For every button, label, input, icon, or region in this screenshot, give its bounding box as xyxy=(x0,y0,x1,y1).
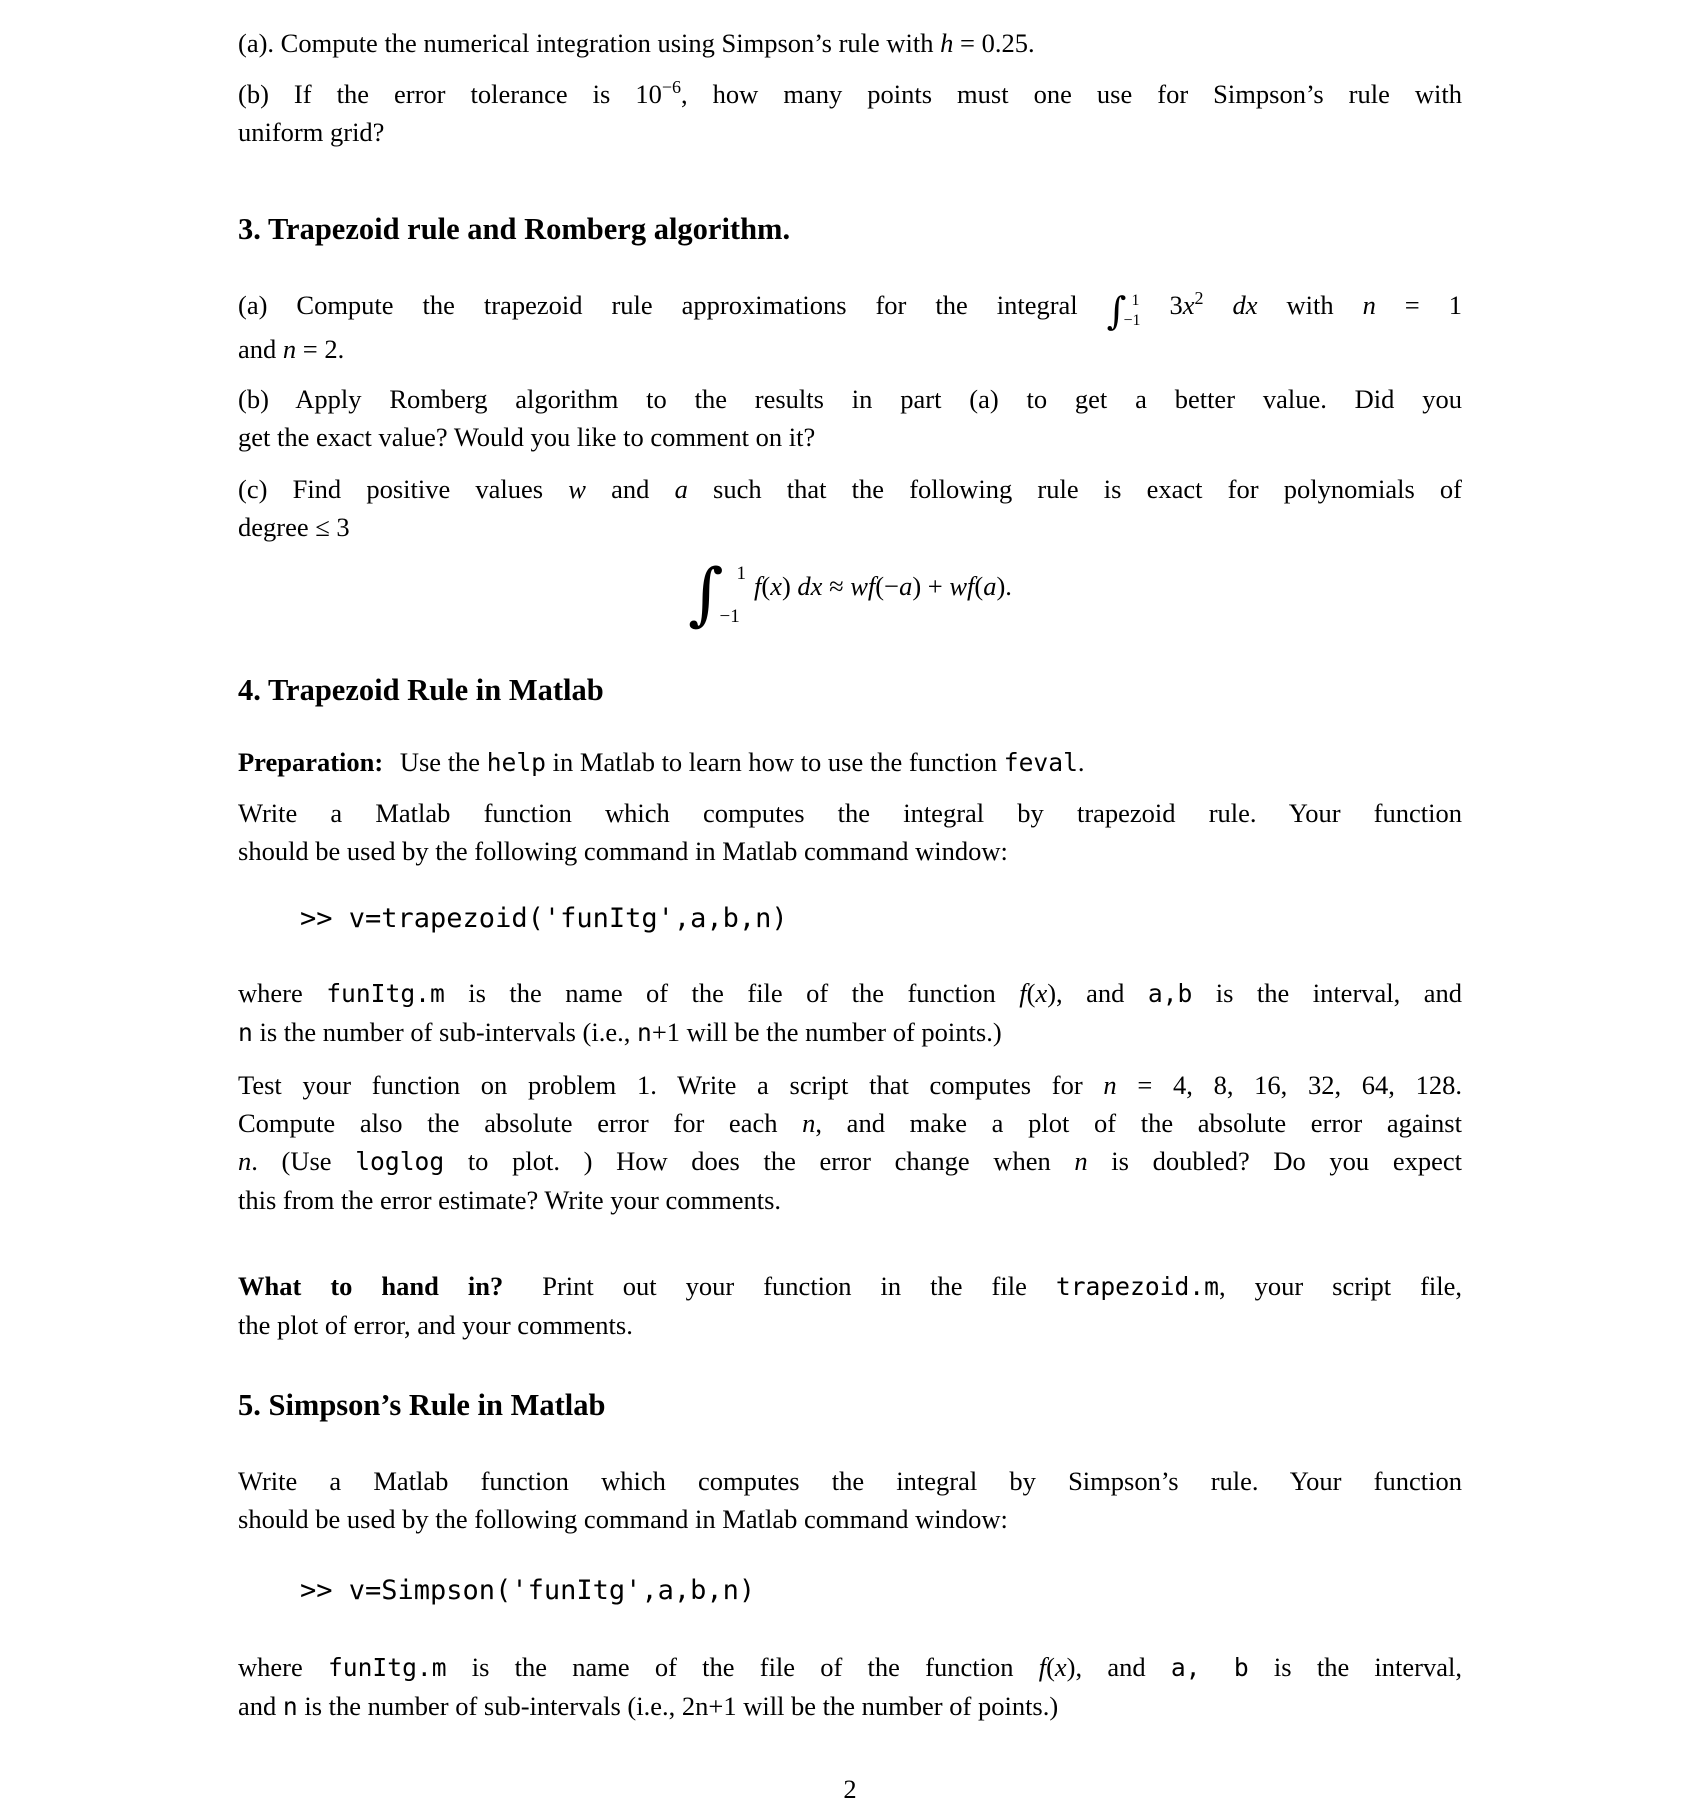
text-segment: in Matlab to learn how to use the function xyxy=(546,746,1004,777)
text-segment: (a). Compute the numerical integration using Simpson’s rule with xyxy=(238,28,941,58)
para-write-simpson xyxy=(238,1462,1462,1538)
heading-section-5: 5. Simpson’s Rule in Matlab xyxy=(238,1387,606,1422)
text-segment: f xyxy=(1019,977,1027,1008)
text-segment: −6 xyxy=(661,77,682,97)
text-segment: wf xyxy=(949,570,975,601)
text-segment: n xyxy=(1074,1145,1088,1176)
text-segment: uniform grid? xyxy=(238,116,385,147)
text-segment: n xyxy=(802,1107,816,1138)
text-segment: ) xyxy=(781,570,798,601)
text-segment: 3 xyxy=(1140,289,1183,320)
display-equation xyxy=(238,546,1462,634)
text-segment: . xyxy=(1077,746,1085,777)
text-segment: where xyxy=(238,977,327,1008)
text-segment: ). xyxy=(996,570,1012,601)
text-segment: and xyxy=(585,473,675,504)
text-segment: Preparation: xyxy=(238,746,384,777)
text-segment: ), and xyxy=(1047,977,1148,1008)
para-where-funitg-trapezoid xyxy=(238,974,1462,1052)
text-segment: x xyxy=(770,570,782,601)
integral-symbol: ∫ 1 −1 xyxy=(1106,288,1141,333)
text-segment: = 0.25. xyxy=(953,28,1035,58)
text-segment: funItg.m xyxy=(326,978,445,1008)
text-segment: to plot. ) How does the error change when xyxy=(444,1145,1075,1176)
text-segment: ( xyxy=(761,570,771,601)
text-segment: loglog xyxy=(355,1146,445,1176)
para-trapezoid-integral xyxy=(238,279,1462,368)
text-segment: , how many points must one use for Simpson’s rule with xyxy=(681,78,1462,109)
text-line xyxy=(238,1687,1462,1726)
para-test-function xyxy=(238,1066,1462,1219)
para-write-trapezoid xyxy=(238,794,1462,870)
text-segment: n xyxy=(282,1691,298,1721)
text-segment xyxy=(1204,290,1233,320)
text-line xyxy=(238,418,1462,456)
text-segment: should be used by the following command in Matlab command window: xyxy=(238,1503,1008,1534)
text-segment: x xyxy=(1035,977,1048,1008)
text-segment: get the exact value? Would you like to comment on it? xyxy=(238,421,816,452)
text-segment: dx xyxy=(1232,289,1258,320)
text-segment: a xyxy=(983,570,997,601)
text-line xyxy=(238,1142,1462,1181)
text-segment: a xyxy=(674,473,688,504)
text-segment: ), and xyxy=(1066,1651,1171,1682)
text-line xyxy=(238,1066,1462,1104)
text-segment: feval xyxy=(1003,747,1078,777)
text-segment: n xyxy=(637,1017,652,1047)
text-segment: such that the following rule is exact for polynomials of xyxy=(687,473,1463,504)
text-line xyxy=(238,1500,1462,1538)
text-segment: , and make a plot of the absolute error against xyxy=(815,1107,1462,1138)
text-segment: is the name of the file of the function xyxy=(444,977,1020,1008)
text-line xyxy=(238,330,1462,368)
text-line xyxy=(238,24,1462,62)
text-line xyxy=(238,68,1462,113)
text-line xyxy=(238,1013,1462,1052)
text-line xyxy=(238,508,1462,546)
text-line xyxy=(238,1104,1462,1142)
para-romberg xyxy=(238,380,1462,456)
text-segment: ( xyxy=(974,570,984,601)
text-segment: n xyxy=(238,1017,253,1047)
code-simpson-command: >> v=Simpson('funItg',a,b,n) xyxy=(300,1574,756,1606)
text-segment: (a) Compute the trapezoid rule approximations for the integral xyxy=(238,289,1107,320)
page-number: 2 xyxy=(843,1773,857,1804)
text-segment: a, b xyxy=(1170,1652,1249,1682)
text-line xyxy=(238,794,1462,832)
text-segment: n xyxy=(1362,289,1376,320)
heading-section-4: 4. Trapezoid Rule in Matlab xyxy=(238,672,604,707)
text-segment: n xyxy=(238,1145,252,1176)
text-line xyxy=(238,1181,1462,1219)
text-segment: with xyxy=(1257,289,1363,320)
integral-symbol: ∫ 1 −1 xyxy=(688,554,746,634)
text-segment: Compute also the absolute error for each xyxy=(238,1107,803,1138)
text-segment: Use the xyxy=(393,746,487,777)
text-segment: is the interval, xyxy=(1248,1651,1462,1682)
para-find-w-a xyxy=(238,470,1462,546)
para-what-to-hand-in xyxy=(238,1267,1462,1344)
para-where-funitg-simpson xyxy=(238,1648,1462,1726)
text-segment: = 2. xyxy=(296,333,345,364)
text-line xyxy=(238,113,1462,151)
text-segment: x xyxy=(1182,289,1195,320)
text-segment: where xyxy=(238,1651,328,1682)
text-segment: ( xyxy=(1026,977,1036,1008)
text-segment: is the number of sub-intervals (i.e., xyxy=(252,1016,637,1047)
text-segment: , your script file, xyxy=(1218,1270,1462,1301)
text-segment: is the number of sub-intervals (i.e., 2n+1 will be the number of points.) xyxy=(297,1690,1059,1721)
text-segment: (b) If the error tolerance is 10 xyxy=(238,78,662,109)
text-segment: What to hand in? xyxy=(238,1270,504,1301)
para-error-tolerance xyxy=(238,68,1462,151)
text-line xyxy=(238,1462,1462,1500)
text-segment: wf xyxy=(850,570,876,601)
text-line xyxy=(238,380,1462,418)
text-line xyxy=(238,546,1462,634)
text-segment: is the name of the file of the function xyxy=(446,1651,1039,1682)
text-segment: help xyxy=(486,747,547,777)
text-segment: Write a Matlab function which computes the integral by trapezoid rule. Your function xyxy=(238,797,1462,828)
text-line xyxy=(238,1267,1462,1306)
text-segment: ≈ xyxy=(822,570,851,601)
text-line xyxy=(238,1648,1462,1687)
text-segment: n xyxy=(1103,1069,1117,1100)
text-segment: . (Use xyxy=(251,1145,356,1176)
text-segment: and xyxy=(238,1690,283,1721)
text-segment: degree ≤ 3 xyxy=(238,511,350,542)
text-segment: ( xyxy=(1046,1651,1055,1682)
text-segment: Test your function on problem 1. Write a script that computes for xyxy=(238,1069,1104,1100)
text-segment: is doubled? Do you expect xyxy=(1087,1145,1462,1176)
text-line xyxy=(238,974,1462,1013)
text-segment: (− xyxy=(875,570,900,601)
code-trapezoid-command: >> v=trapezoid('funItg',a,b,n) xyxy=(300,902,788,934)
text-segment: (c) Find positive values xyxy=(238,473,569,504)
text-segment: = 4, 8, 16, 32, 64, 128. xyxy=(1116,1069,1462,1100)
text-segment: the plot of error, and your comments. xyxy=(238,1309,633,1340)
text-segment: ) + xyxy=(912,570,950,601)
text-segment: +1 will be the number of points.) xyxy=(651,1016,1002,1047)
text-segment: = 1 xyxy=(1375,289,1462,320)
text-segment: Write a Matlab function which computes the integral by Simpson’s rule. Your function xyxy=(238,1465,1462,1496)
text-segment: a xyxy=(899,570,913,601)
heading-section-3: 3. Trapezoid rule and Romberg algorithm. xyxy=(238,211,791,246)
text-segment: a,b xyxy=(1147,978,1193,1008)
text-line xyxy=(238,1306,1462,1344)
text-line xyxy=(238,470,1462,508)
text-line xyxy=(238,279,1462,333)
text-segment: Print out your function in the file xyxy=(513,1270,1056,1301)
text-segment: this from the error estimate? Write your comments. xyxy=(238,1184,782,1215)
text-segment: f xyxy=(1038,1651,1047,1682)
text-segment: h xyxy=(940,28,954,58)
text-segment: f xyxy=(754,570,762,601)
para-preparation xyxy=(238,743,1462,782)
text-line xyxy=(238,832,1462,870)
text-segment: x xyxy=(1054,1651,1067,1682)
text-segment: (b) Apply Romberg algorithm to the results in part (a) to get a better value. Did you xyxy=(238,383,1462,414)
text-segment: is the interval, and xyxy=(1192,977,1462,1008)
text-segment: dx xyxy=(797,570,823,601)
text-segment: and xyxy=(238,333,283,364)
text-segment: 2 xyxy=(1194,287,1204,308)
text-segment: n xyxy=(282,333,297,364)
text-segment: trapezoid.m xyxy=(1055,1271,1219,1301)
text-segment: funItg.m xyxy=(327,1652,447,1682)
text-segment: w xyxy=(568,473,586,504)
para-simpson-h-value xyxy=(238,24,1462,62)
text-line xyxy=(238,743,1462,782)
text-segment: should be used by the following command in Matlab command window: xyxy=(238,835,1008,866)
